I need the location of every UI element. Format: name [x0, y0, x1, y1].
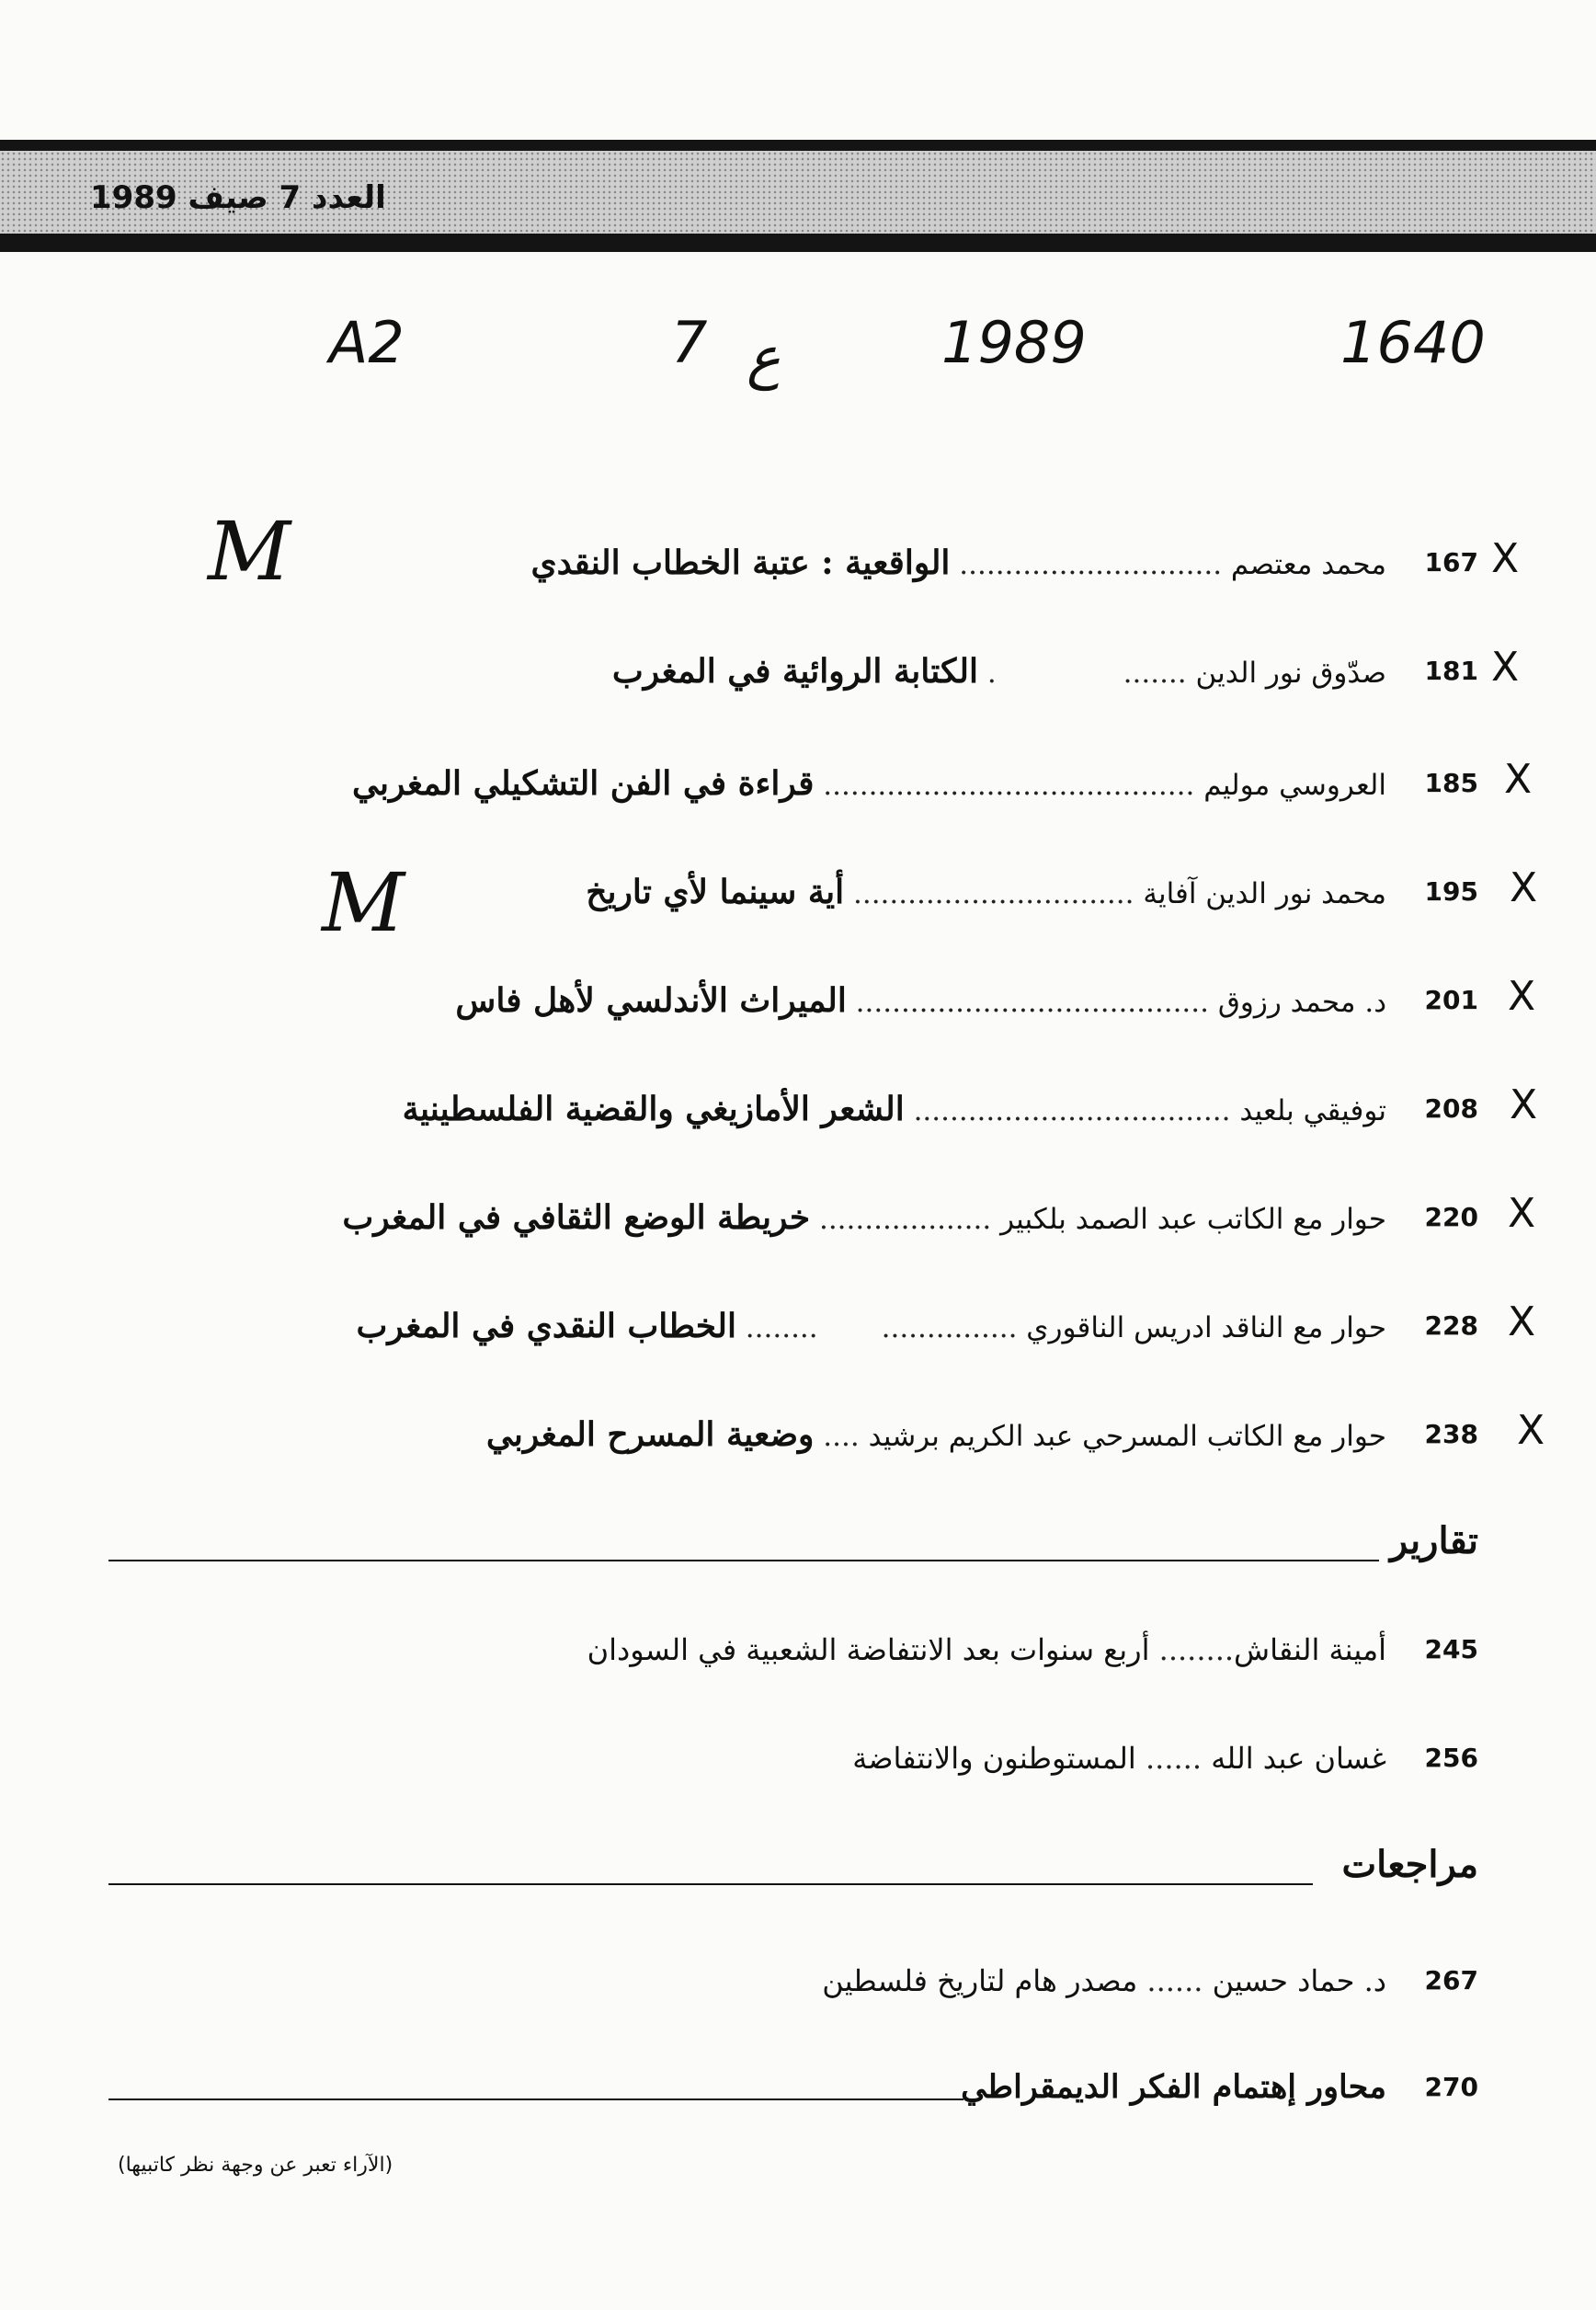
toc-entry [0, 644, 1596, 699]
check-mark-icon: X [1504, 756, 1533, 803]
section-rule [108, 2098, 963, 2100]
handwritten-catalog-number: 1640 [1340, 309, 1486, 376]
toc-entry [0, 1081, 1596, 1137]
entry-author: حوار مع الكاتب عبد الصمد بلكبير [1000, 1203, 1386, 1236]
handwritten-m-mark: M [322, 855, 405, 950]
issue-label: العدد 7 صيف 1989 [90, 179, 386, 216]
page-number: 181 [1424, 656, 1478, 686]
entry-text: محمد نور الدين آفاية ............................... أية سينما لأي تاريخ [586, 873, 1386, 911]
toc-entry [0, 1953, 1596, 2008]
handwritten-issue-number: 7 [671, 309, 708, 376]
check-mark-icon: X [1508, 1298, 1536, 1345]
entry-title: أية سينما لأي تاريخ [586, 873, 845, 911]
entry-author: حوار مع الناقد ادريس الناقوري [1026, 1311, 1386, 1344]
entry-text: صدّوق نور الدين ....... . الكتابة الروائية في المغرب [611, 652, 1386, 691]
page-number: 208 [1424, 1093, 1478, 1124]
entry-author: توفيقي بلعيد [1239, 1094, 1386, 1127]
section-heading-reviews: مراجعات [1341, 1843, 1478, 1886]
entry-title: الكتابة الروائية في المغرب [611, 652, 978, 691]
header-rule-bottom [0, 234, 1596, 252]
entry-title: خريطة الوضع الثقافي في المغرب [342, 1198, 811, 1237]
handwritten-issue-letter: ع [747, 324, 781, 391]
entry-title: وضعية المسرح المغربي [485, 1415, 815, 1454]
entry-author: العروسي موليم [1203, 769, 1386, 802]
entry-text: د. حماد حسين ...... مصدر هام لتاريخ فلسطين [822, 1963, 1386, 1998]
entry-author: صدّوق نور الدين [1195, 657, 1386, 690]
entry-title: المستوطنون والانتفاضة [852, 1741, 1136, 1776]
entry-author: حوار مع الكاتب المسرحي عبد الكريم برشيد [868, 1420, 1386, 1453]
entry-text: غسان عبد الله ...... المستوطنون والانتفاضة [852, 1741, 1386, 1776]
entry-text: د. محمد رزوق ....................................... الميراث الأندلسي لأهل فاس [455, 981, 1386, 1020]
toc-entry [0, 1731, 1596, 1786]
page-number: 195 [1424, 876, 1478, 907]
entry-text: حوار مع الكاتب عبد الصمد بلكبير ................... خريطة الوضع الثقافي في المغرب [342, 1198, 1386, 1237]
entry-title: محاور إهتمام الفكر الديمقراطي [961, 2068, 1386, 2106]
page-number: 185 [1424, 768, 1478, 798]
check-mark-icon: X [1510, 1081, 1538, 1128]
page-number: 228 [1424, 1310, 1478, 1341]
toc-entry [0, 864, 1596, 920]
handwritten-code: A2 [329, 309, 405, 376]
page-number: 245 [1424, 1634, 1478, 1664]
footnote: (الآراء تعبر عن وجهة نظر كاتبيها) [118, 2154, 393, 2177]
check-mark-icon: X [1508, 973, 1536, 1020]
check-mark-icon: X [1491, 644, 1520, 691]
toc-entry [0, 1407, 1596, 1462]
toc-entry [0, 535, 1596, 590]
handwritten-m-mark: M [208, 504, 291, 599]
entry-title: الخطاب النقدي في المغرب [356, 1307, 736, 1345]
entry-title: أربع سنوات بعد الانتفاضة الشعبية في السودان [587, 1632, 1150, 1667]
entry-title: الميراث الأندلسي لأهل فاس [455, 981, 847, 1020]
check-mark-icon: X [1510, 864, 1538, 911]
page-number: 267 [1424, 1965, 1478, 1996]
header-rule-top [0, 140, 1596, 151]
handwritten-year: 1989 [941, 309, 1087, 376]
entry-author: د. محمد رزوق [1217, 986, 1386, 1019]
entry-text: العروسي موليم ......................................... قراءة في الفن التشكيلي المغربي [352, 764, 1386, 803]
entry-title: مصدر هام لتاريخ فلسطين [822, 1963, 1138, 1998]
page-number: 270 [1424, 2072, 1478, 2102]
section-heading-reports: تقارير [1389, 1519, 1478, 1562]
toc-entry [0, 756, 1596, 811]
entry-text: حوار مع الناقد ادريس الناقوري ............... ........ الخطاب النقدي في المغرب [356, 1307, 1386, 1345]
toc-entry [0, 1622, 1596, 1677]
page-number: 220 [1424, 1202, 1478, 1232]
toc-entry [0, 1298, 1596, 1354]
toc-entry [0, 973, 1596, 1028]
check-mark-icon: X [1508, 1190, 1536, 1237]
entry-author: غسان عبد الله [1211, 1741, 1386, 1776]
entry-author: محمد معتصم [1230, 548, 1386, 581]
entry-author: أمينة النقاش [1234, 1632, 1386, 1667]
entry-title: الواقعية : عتبة الخطاب النقدي [530, 543, 951, 582]
page-number: 238 [1424, 1419, 1478, 1449]
entry-text: محمد معتصم ............................. الواقعية : عتبة الخطاب النقدي [530, 543, 1386, 582]
entry-author: د. حماد حسين [1212, 1963, 1386, 1998]
section-rule [108, 1883, 1313, 1885]
section-rule [108, 1560, 1379, 1561]
page-number: 167 [1424, 547, 1478, 578]
toc-entry [0, 2060, 1596, 2115]
entry-text: توفيقي بلعيد ................................... الشعر الأمازيغي والقضية الفلسطينية [402, 1090, 1386, 1128]
entry-text: حوار مع الكاتب المسرحي عبد الكريم برشيد .... وضعية المسرح المغربي [485, 1415, 1386, 1454]
entry-title: الشعر الأمازيغي والقضية الفلسطينية [402, 1090, 905, 1128]
entry-author: محمد نور الدين آفاية [1143, 877, 1386, 910]
check-mark-icon: X [1491, 535, 1520, 582]
check-mark-icon: X [1517, 1407, 1545, 1454]
toc-entry [0, 1190, 1596, 1245]
entry-title: قراءة في الفن التشكيلي المغربي [352, 764, 815, 803]
page-number: 256 [1424, 1743, 1478, 1773]
page-number: 201 [1424, 985, 1478, 1015]
entry-text: أمينة النقاش........ أربع سنوات بعد الانتفاضة الشعبية في السودان [587, 1632, 1386, 1667]
